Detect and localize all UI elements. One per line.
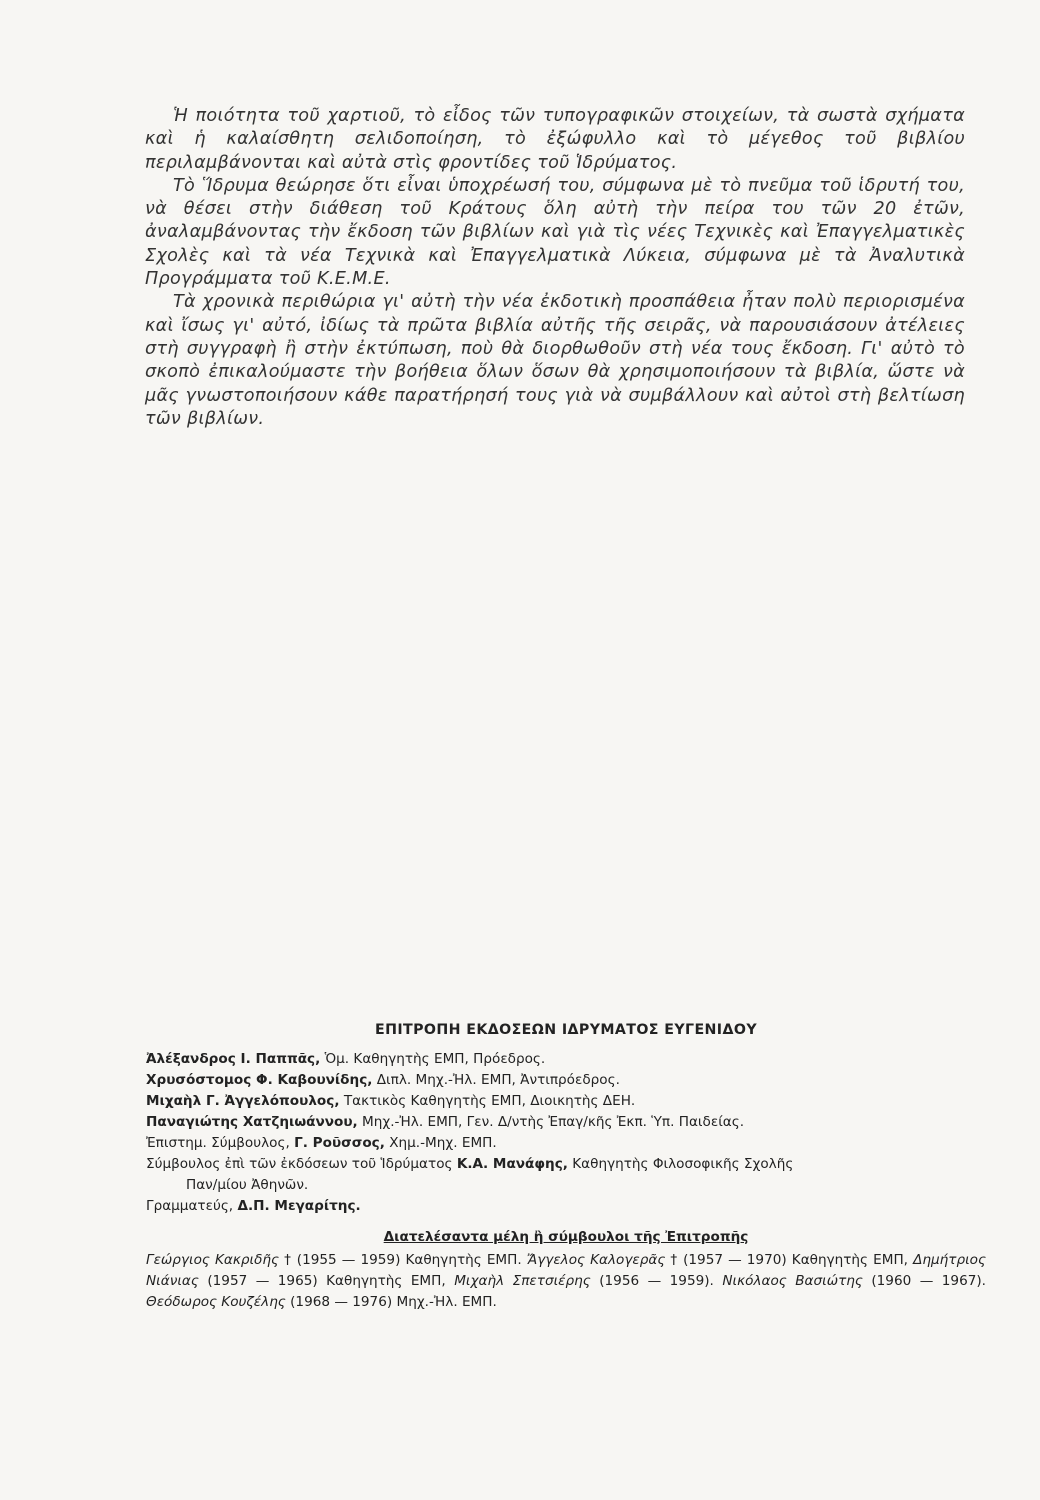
editions-name: Κ.Α. Μανάφης, — [456, 1156, 568, 1172]
advisor-title: Ἐπιστημ. Σύμβουλος, — [146, 1135, 295, 1151]
committee-member — [146, 1091, 986, 1112]
intro-paragraph-2: Τὸ Ἵδρυμα θεώρησε ὅτι εἶναι ὑποχρέωσή του, σύμφωνα μὲ τὸ πνεῦμα τοῦ ἱδρυτή του, νὰ θέσει στὴν διάθεση τοῦ Κράτους ὅλη αὐτὴ τὴν πείρα του τῶν 20 ἐτῶν, ἀναλαμβάνοντας τὴν ἔκδοση τῶν βιβλίων καὶ γιὰ τὶς νέες Τεχνικὲς καὶ Ἐπαγγελματικὲς Σχολὲς καὶ τὰ νέα Τεχνικὰ καὶ Ἐπαγγελματικὰ Λύκεια, σύμφωνα μὲ τὰ Ἀναλυτικὰ Προγράμματα τοῦ Κ.Ε.Μ.Ε. — [145, 175, 965, 290]
former-member-details: (1968 — 1976) Μηχ.-Ἠλ. ΕΜΠ. — [285, 1294, 497, 1310]
editions-role-continued: Παν/μίου Ἀθηνῶν. — [186, 1177, 309, 1193]
scientific-advisor — [146, 1133, 986, 1154]
committee-section — [146, 1020, 986, 1313]
member-role: Διπλ. Μηχ.-Ἠλ. ΕΜΠ, Ἀντιπρόεδρος. — [372, 1072, 620, 1088]
former-member-details: † (1957 — 1970) Καθηγητὴς ΕΜΠ, — [665, 1252, 914, 1268]
former-member-name: Δημήτριος Νιάνιας — [146, 1252, 986, 1289]
member-role: Ὁμ. Καθηγητὴς ΕΜΠ, Πρόεδρος. — [320, 1051, 546, 1067]
former-member-name: Μιχαὴλ Σπετσιέρης — [454, 1273, 591, 1289]
former-member-details: (1960 — 1967). — [862, 1273, 986, 1289]
former-member-name: Ἄγγελος Καλογερᾶς — [526, 1252, 666, 1268]
editions-advisor — [146, 1154, 986, 1175]
editions-role: Καθηγητὴς Φιλοσοφικῆς Σχολῆς — [567, 1156, 794, 1172]
secretary-name: Δ.Π. Μεγαρίτης. — [237, 1198, 361, 1214]
former-member-details: (1956 — 1959). — [590, 1273, 723, 1289]
intro-paragraph-3: Τὰ χρονικὰ περιθώρια γι' αὐτὴ τὴν νέα ἐκδοτικὴ προσπάθεια ἦταν πολὺ περιορισμένα καὶ ἴσως γι' αὐτό, ἰδίως τὰ πρῶτα βιβλία αὐτῆς τῆς σειρᾶς, νὰ παρουσιάσουν ἀτέλειες στὴ συγγραφὴ ἢ στὴν ἐκτύπωση, ποὺ θὰ διορθωθοῦν στὴ νέα τους ἔκδοση. Γι' αὐτὸ τὸ σκοπὸ ἐπικαλούμαστε τὴν βοήθεια ὅλων ὅσων θὰ χρησιμοποιήσουν τὰ βιβλία, ὥστε νὰ μᾶς γνωστοποιήσουν κάθε παρατήρησή τους γιὰ νὰ συμβάλλουν καὶ αὐτοὶ στὴ βελτίωση τῶν βιβλίων. — [145, 292, 965, 429]
former-member-name: Νικόλαος Βασιώτης — [722, 1273, 863, 1289]
former-member-details: † (1955 — 1959) Καθηγητὴς ΕΜΠ. — [279, 1252, 527, 1268]
former-members-list — [146, 1250, 986, 1313]
former-members-title: Διατελέσαντα μέλη ἢ σύμβουλοι τῆς Ἐπιτροπῆς — [383, 1229, 749, 1245]
former-member-name: Γεώργιος Κακριδῆς — [146, 1252, 279, 1268]
committee-member — [146, 1112, 986, 1133]
committee-title: ΕΠΙΤΡΟΠΗ ΕΚΔΟΣΕΩΝ ΙΔΡΥΜΑΤΟΣ ΕΥΓΕΝΙΔΟΥ — [374, 1022, 757, 1038]
committee-member — [146, 1049, 986, 1070]
member-name: Ἀλέξανδρος Ι. Παππᾶς, — [146, 1051, 321, 1067]
member-name: Παναγιώτης Χατζηιωάννου, — [146, 1114, 358, 1130]
member-role: Μηχ.-Ἠλ. ΕΜΠ, Γεν. Δ/ντὴς Ἐπαγ/κῆς Ἐκπ. Ὑπ. Παιδείας. — [357, 1114, 745, 1130]
member-name: Μιχαὴλ Γ. Ἀγγελόπουλος, — [146, 1093, 340, 1109]
secretary — [146, 1196, 986, 1217]
committee-member — [146, 1070, 986, 1091]
intro-text — [145, 105, 965, 431]
advisor-name: Γ. Ροῦσσος, — [294, 1135, 385, 1151]
intro-paragraph-1: Ἡ ποιότητα τοῦ χαρτιοῦ, τὸ εἶδος τῶν τυπογραφικῶν στοιχείων, τὰ σωστὰ σχήματα καὶ ἡ καλαίσθητη σελιδοποίηση, τὸ ἐξώφυλλο καὶ τὸ μέγεθος τοῦ βιβλίου περιλαμβάνονται καὶ αὐτὰ στὶς φροντίδες τοῦ Ἱδρύματος. — [145, 106, 965, 173]
member-role: Τακτικὸς Καθηγητὴς ΕΜΠ, Διοικητὴς ΔΕΗ. — [339, 1093, 636, 1109]
former-member-details: (1957 — 1965) Καθηγητὴς ΕΜΠ, — [198, 1273, 455, 1289]
editions-title: Σύμβουλος ἐπὶ τῶν ἐκδόσεων τοῦ Ἱδρύματος — [146, 1156, 457, 1172]
advisor-role: Χημ.-Μηχ. ΕΜΠ. — [384, 1135, 497, 1151]
member-name: Χρυσόστομος Φ. Καβουνίδης, — [146, 1072, 373, 1088]
secretary-title: Γραμματεύς, — [146, 1198, 238, 1214]
former-member-name: Θεόδωρος Κουζέλης — [146, 1294, 286, 1310]
